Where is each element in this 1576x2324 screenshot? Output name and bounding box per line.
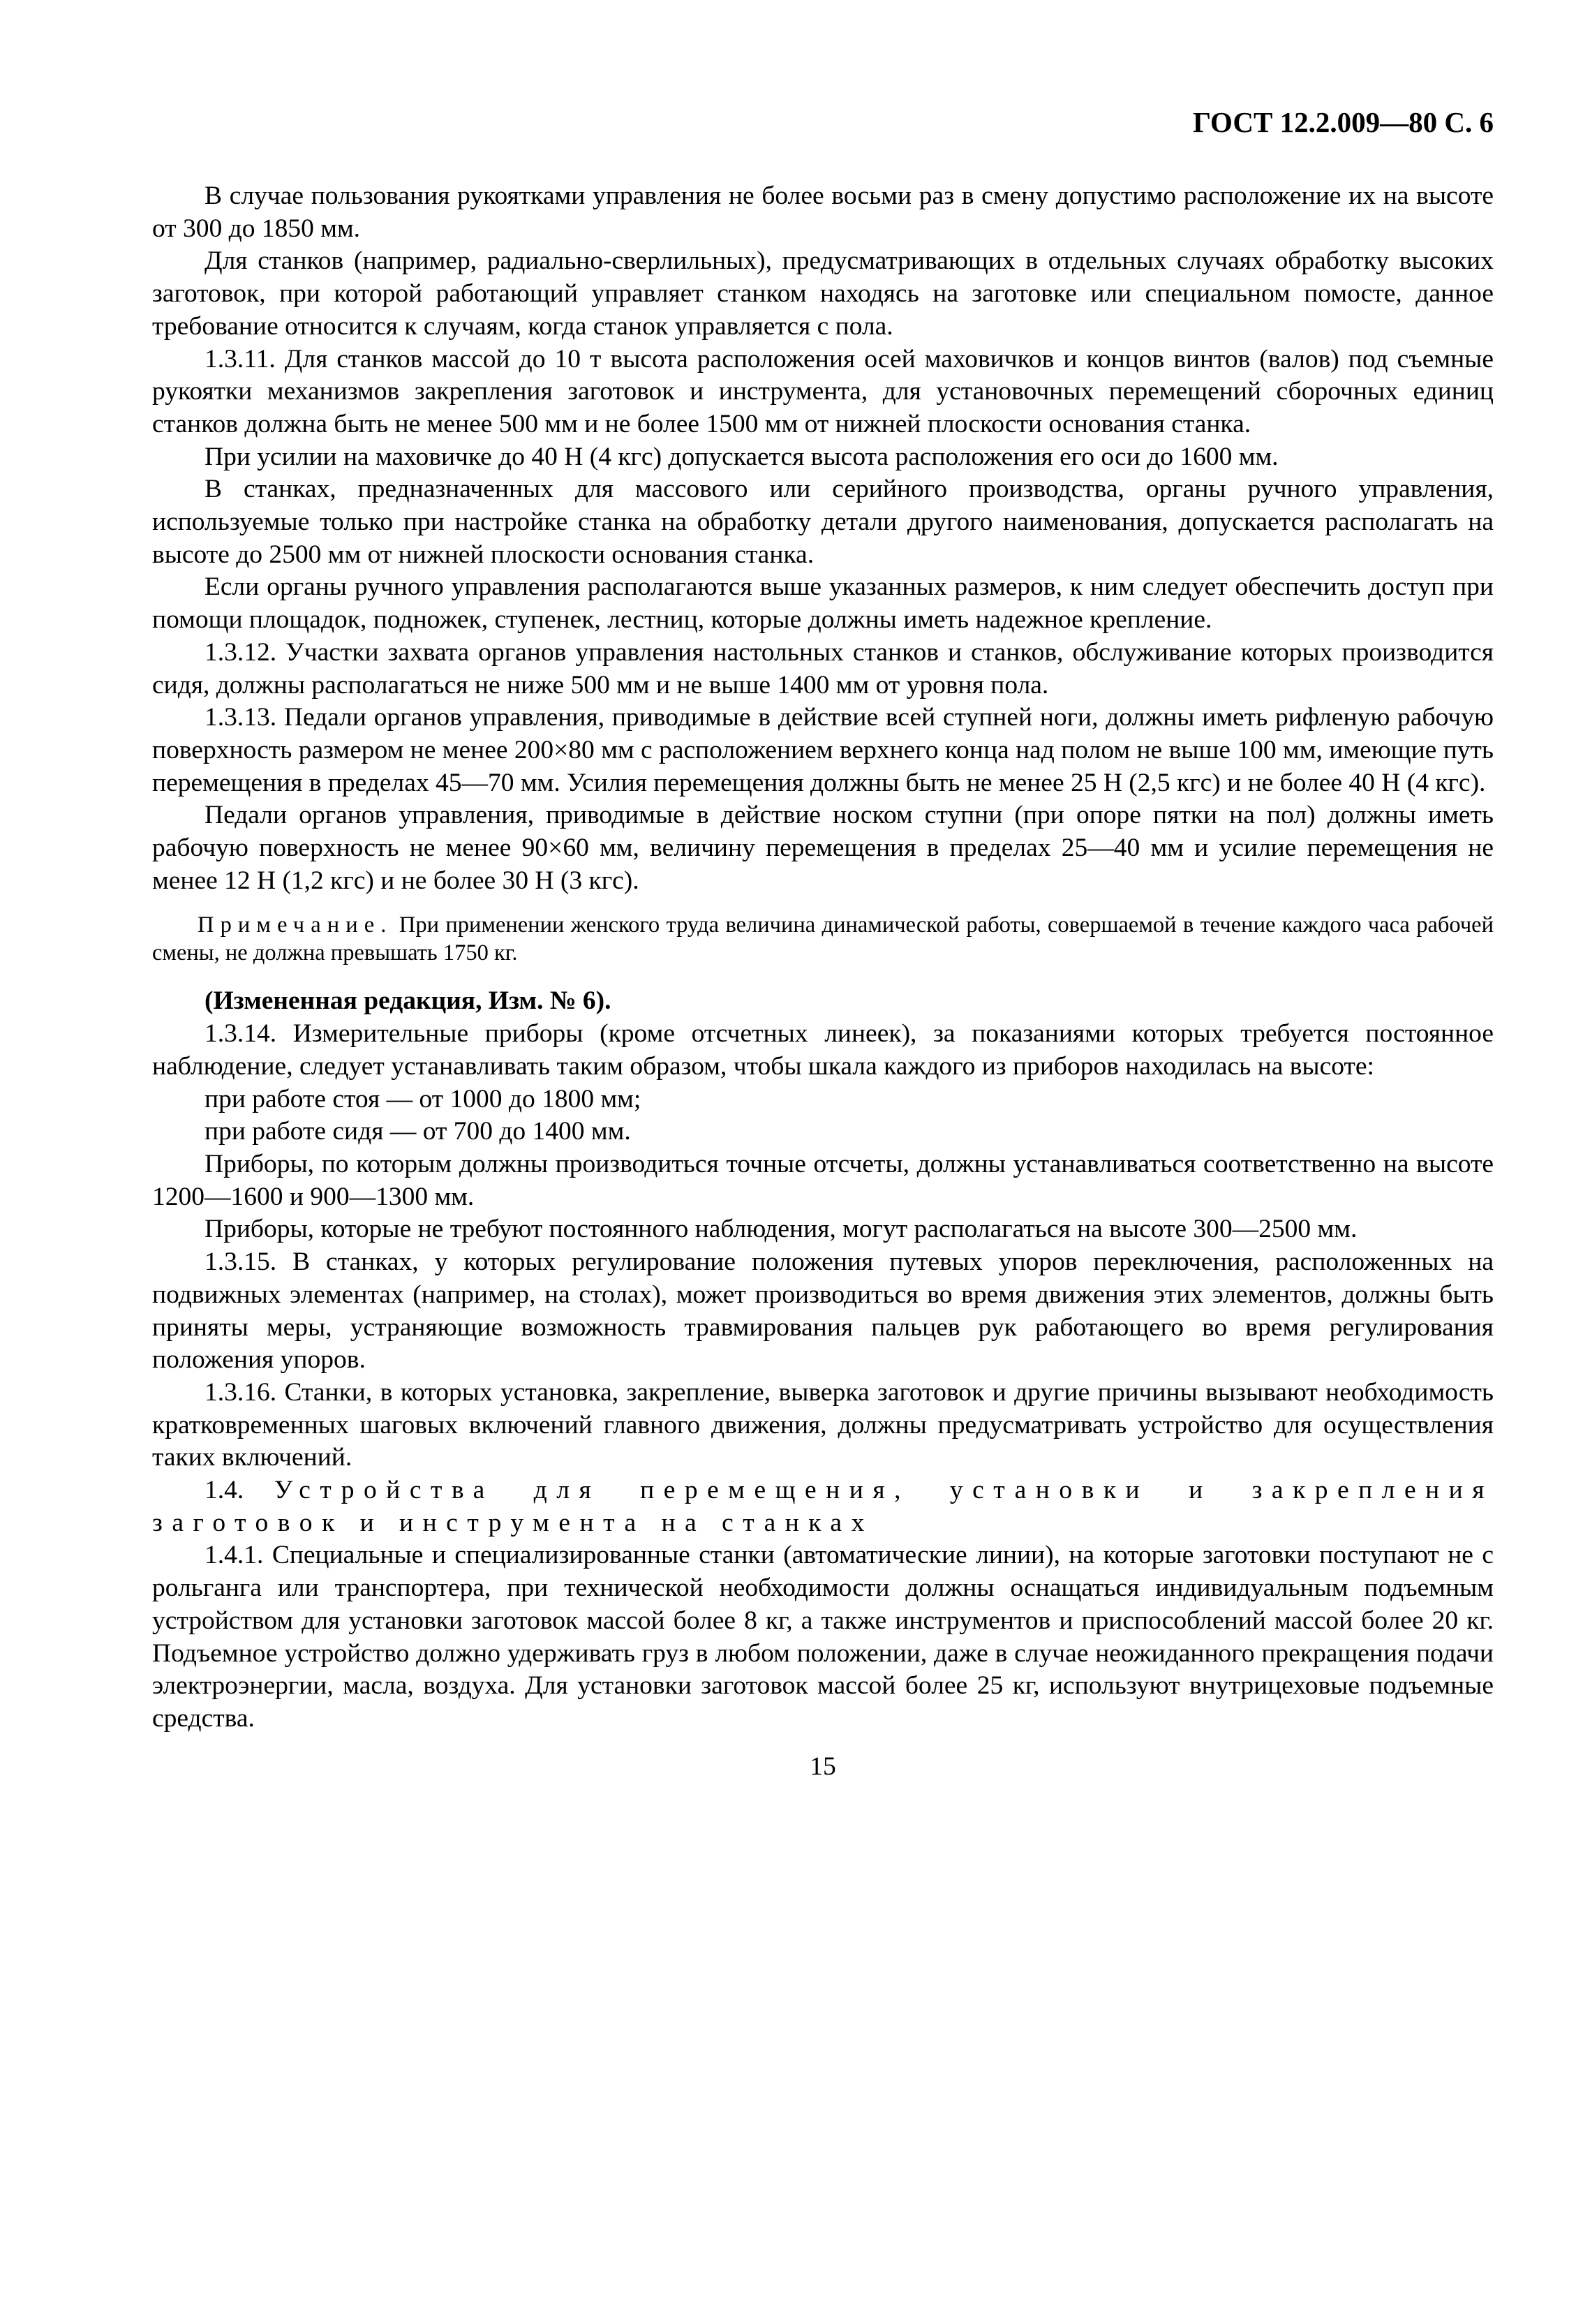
note-text: При применении женского труда величина динамической работы, совершаемой в течение каждого часа рабочей смены, не должна превышать 1750 кг. xyxy=(152,912,1494,966)
section-number: 1.4. xyxy=(205,1476,244,1505)
page-number: 15 xyxy=(810,1752,836,1781)
paragraph: При усилии на маховичке до 40 Н (4 кгс) допускается высота расположения его оси до 1600 мм. xyxy=(205,442,1279,471)
paragraph-1-3-14: 1.3.14. Измерительные приборы (кроме отсчетных линеек), за показаниями которых требуется постоянное наблюдение, следует устанавливать таким образом, чтобы шкала каждого из приборов находилась на высоте: xyxy=(152,1019,1494,1081)
list-item: при работе стоя — от 1000 до 1800 мм; xyxy=(205,1084,641,1113)
amendment-note: (Измененная редакция, Изм. № 6). xyxy=(205,986,611,1016)
paragraph-1-3-12: 1.3.12. Участки захвата органов управления настольных станков и станков, обслуживание которых производится сидя, должны располагаться не ниже 500 мм и не выше 1400 мм от уровня пола. xyxy=(152,637,1494,700)
paragraph-1-3-13: 1.3.13. Педали органов управления, приводимые в действие всей ступней ноги, должны иметь рифленую рабочую поверхность размером не менее 200×80 мм с расположением верхнего конца над полом не выше 100 мм, имеющие путь перемещения в пределах 45—70 мм. Усилия перемещения должны быть не менее 25 Н (2,5 кгс) и не более 40 Н (4 кгс). xyxy=(152,703,1494,797)
paragraph-1-3-15: 1.3.15. В станках, у которых регулирование положения путевых упоров переключения, расположенных на подвижных элементах (например, на столах), может производиться во время движения этих элементов, должны быть приняты меры, устраняющие возможность травмирования пальцев рук работающего во время регулирования положения упоров. xyxy=(152,1248,1494,1375)
note-label: Примечание. xyxy=(198,912,393,938)
paragraph: Для станков (например, радиально-сверлильных), предусматривающих в отдельных случаях обработку высоких заготовок, при которой работающий управляет станком находясь на заготовке или специальном помосте, данное требование относится к случаям, когда станок управляется с пола. xyxy=(152,246,1494,341)
note xyxy=(152,911,1494,967)
page-header: ГОСТ 12.2.009—80 С. 6 xyxy=(1192,106,1494,138)
list-item: при работе сидя — от 700 до 1400 мм. xyxy=(205,1117,631,1146)
paragraph: Приборы, по которым должны производиться точные отсчеты, должны устанавливаться соответственно на высоте 1200—1600 и 900—1300 мм. xyxy=(152,1149,1494,1211)
document-page xyxy=(152,105,1494,1783)
paragraph: Если органы ручного управления располагаются выше указанных размеров, к ним следует обеспечить доступ при помощи площадок, подножек, ступенек, лестниц, которые должны иметь надежное крепление. xyxy=(152,572,1494,635)
paragraph: Приборы, которые не требуют постоянного наблюдения, могут располагаться на высоте 300—2500 мм. xyxy=(205,1215,1358,1244)
paragraph-1-4-1: 1.4.1. Специальные и специализированные станки (автоматические линии), на которые заготовки поступают не с рольганга или транспортера, при технической необходимости должны оснащаться индивидуальным подъемным устройством для установки заготовок массой более 8 кг, а также инструментов и приспособлений массой более 20 кг. Подъемное устройство должно удерживать груз в любом положении, даже в случае неожиданного прекращения подачи электроэнергии, масла, воздуха. Для установки заготовок массой более 25 кг, используют внутрицеховые подъемные средства. xyxy=(152,1541,1494,1733)
paragraph-1-3-16: 1.3.16. Станки, в которых установка, закрепление, выверка заготовок и другие причины вызывают необходимость кратковременных шаговых включений главного движения, должны предусматривать устройство для осуществления таких включений. xyxy=(152,1377,1494,1472)
section-heading xyxy=(152,1474,1494,1539)
paragraph: В станках, предназначенных для массового или серийного производства, органы ручного управления, используемые только при настройке станка на обработку детали другого наименования, допускается располагать на высоте до 2500 мм от нижней плоскости основания станка. xyxy=(152,475,1494,569)
paragraph: В случае пользования рукоятками управления не более восьми раз в смену допустимо расположение их на высоте от 300 до 1850 мм. xyxy=(152,182,1494,243)
paragraph: Педали органов управления, приводимые в действие носком ступни (при опоре пятки на пол) должны иметь рабочую поверхность не менее 90×60 мм, величину перемещения в пределах 25—40 мм и усилие перемещения не менее 12 Н (1,2 кгс) и не более 30 Н (3 кгс). xyxy=(152,801,1494,895)
section-title: Устройства для перемещения, установки и закрепления заготовок и инструмента на станках xyxy=(152,1476,1494,1537)
paragraph-1-3-11: 1.3.11. Для станков массой до 10 т высота расположения осей маховичков и концов винтов (валов) под съемные рукоятки механизмов закрепления заготовок и инструмента, для установочных перемещений сборочных единиц станков должна быть не менее 500 мм и не более 1500 мм от нижней плоскости основания станка. xyxy=(152,344,1494,438)
